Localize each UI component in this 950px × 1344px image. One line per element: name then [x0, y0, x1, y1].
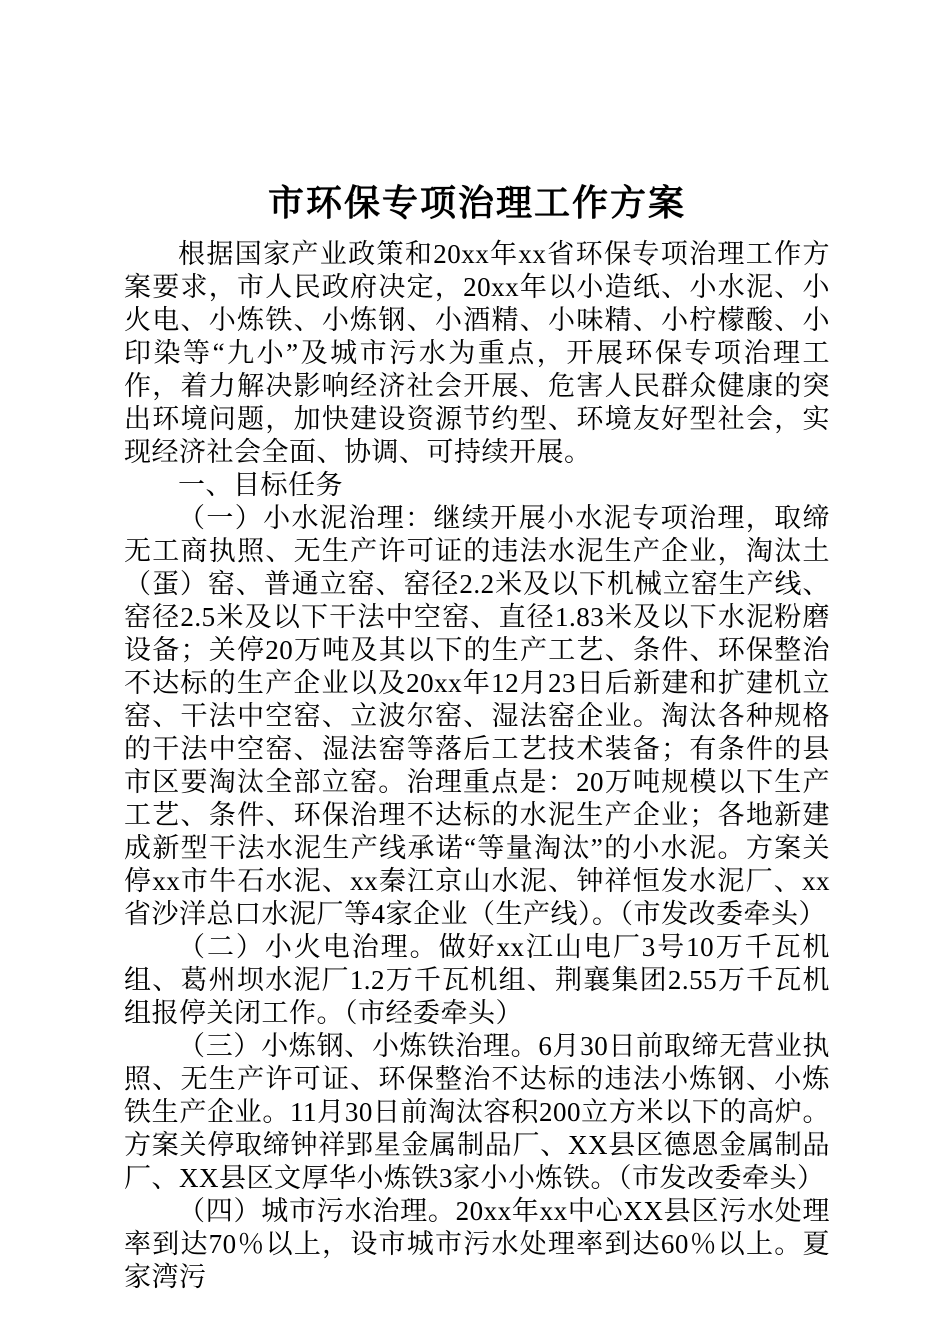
paragraph: （四）城市污水治理。20xx年xx中心XX县区污水处理率到达70％以上，设市城市污水处理率到达60％以上。夏家湾污	[124, 1195, 830, 1292]
paragraph: （三）小炼钢、小炼铁治理。6月30日前取缔无营业执照、无生产许可证、环保整治不达标的违法小炼钢、小炼铁生产企业。11月30日前淘汰容积200立方米以下的高炉。方案关停取缔钟祥郢星金属制品厂、XX县区德恩金属制品厂、XX县区文厚华小炼铁3家小小炼铁。（市发改委牵头）	[124, 1030, 830, 1193]
paragraph: 根据国家产业政策和20xx年xx省环保专项治理工作方案要求，市人民政府决定，20xx年以小造纸、小水泥、小火电、小炼铁、小炼钢、小酒精、小味精、小柠檬酸、小印染等“九小”及城市污水为重点，开展环保专项治理工作，着力解决影响经济社会开展、危害人民群众健康的突出环境问题，加快建设资源节约型、环境友好型社会，实现经济社会全面、协调、可持续开展。	[124, 238, 830, 467]
document-body	[124, 238, 830, 1294]
paragraph: 一、目标任务	[178, 469, 343, 500]
document-title: 市环保专项治理工作方案	[267, 183, 686, 223]
paragraph: （一）小水泥治理：继续开展小水泥专项治理，取缔无工商执照、无生产许可证的违法水泥生产企业，淘汰土（蛋）窑、普通立窑、窑径2.2米及以下机械立窑生产线、窑径2.5米及以下干法中空窑、直径1.83米及以下水泥粉磨设备；关停20万吨及其以下的生产工艺、条件、环保整治不达标的生产企业以及20xx年12月23日后新建和扩建机立窑、干法中空窑、立波尔窑、湿法窑企业。淘汰各种规格的干法中空窑、湿法窑等落后工艺技术装备；有条件的县市区要淘汰全部立窑。治理重点是：20万吨规模以下生产工艺、条件、环保治理不达标的水泥生产企业；各地新建成新型干法水泥生产线承诺“等量淘汰”的小水泥。方案关停xx市牛石水泥、xx秦江京山水泥、钟祥恒发水泥厂、xx省沙洋总口水泥厂等4家企业（生产线）。（市发改委牵头）	[124, 502, 830, 929]
paragraph: （二）小火电治理。做好xx江山电厂3号10万千瓦机组、葛州坝水泥厂1.2万千瓦机组、荆襄集团2.55万千瓦机组报停关闭工作。（市经委牵头）	[124, 931, 830, 1028]
